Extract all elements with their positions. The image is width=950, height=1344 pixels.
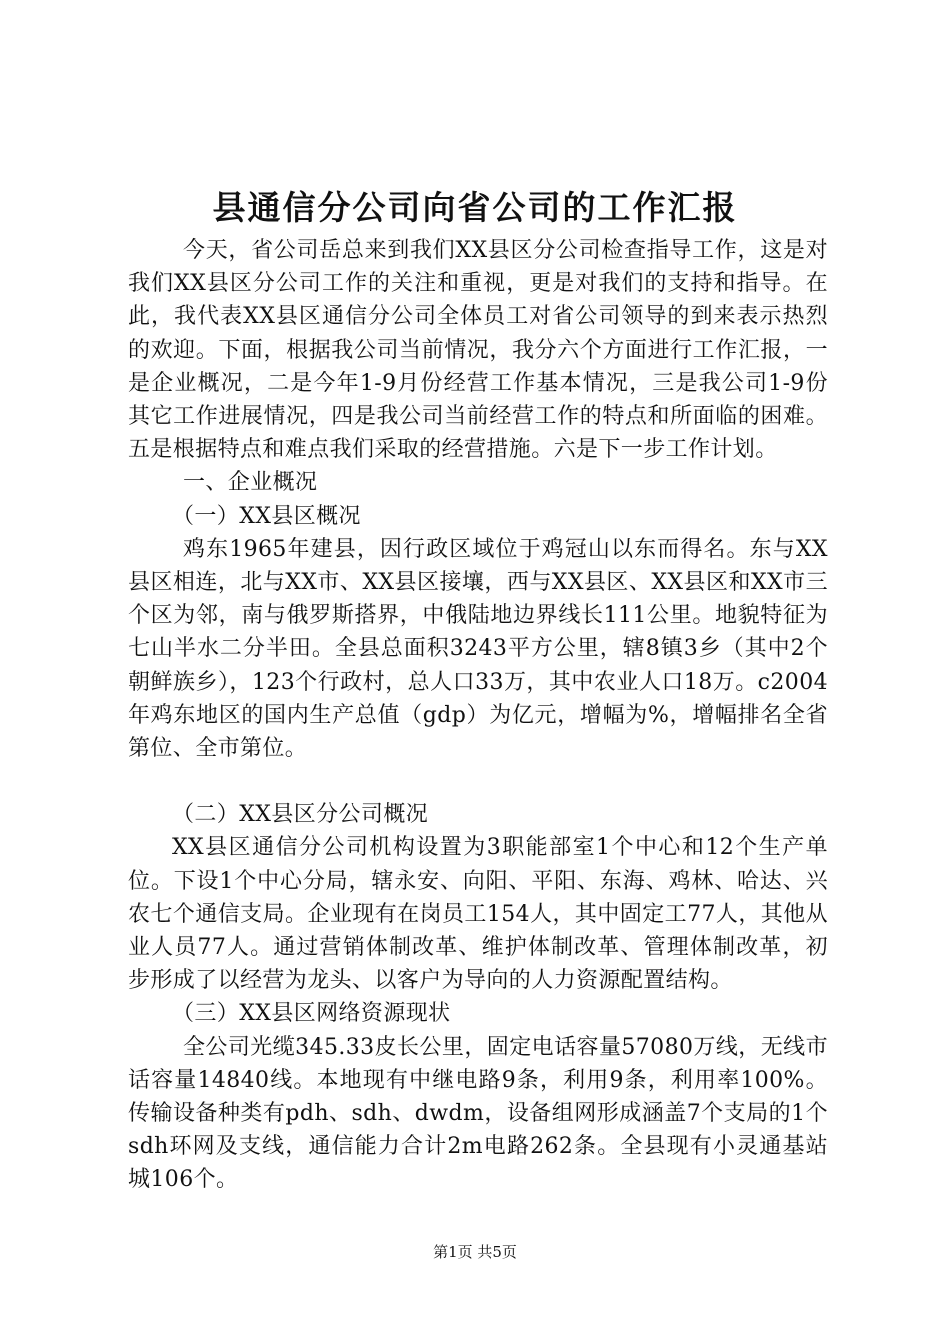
network-status-paragraph: 全公司光缆345.33皮长公里，固定电话容量57080万线，无线市话容量14840线。本地现有中继电路9条，利用9条，利用率100%。传输设备种类有pdh、sdh、dwdm，设备组网形成涵盖7个支局的1个sdh环网及支线，通信能力合计2m电路262条。全县现有小灵通基站城106个。 <box>128 1034 828 1193</box>
document-body <box>128 234 828 1197</box>
branch-overview-paragraph: XX县区通信分公司机构设置为3职能部室1个中心和12个生产单位。下设1个中心分局，辖永安、向阳、平阳、东海、鸡林、哈达、兴农七个通信支局。企业现有在岗员工154人，其中固定工77人，其他从业人员77人。通过营销体制改革、维护体制改革、管理体制改革，初步形成了以经营为龙头、以客户为导向的人力资源配置结构。 <box>128 835 828 994</box>
county-overview-paragraph: 鸡东1965年建县，因行政区域位于鸡冠山以东而得名。东与XX县区相连，北与XX市、XX县区接壤，西与XX县区、XX县区和XX市三个区为邻，南与俄罗斯搭界，中俄陆地边界线长111公里。地貌特征为七山半水二分半田。全县总面积3243平方公里，辖8镇3乡（其中2个朝鲜族乡），123个行政村，总人口33万，其中农业人口18万。c2004年鸡东地区的国内生产总值（gdp）为亿元，增幅为%，增幅排名全省第位、全市第位。 <box>128 536 828 762</box>
subsection-heading-network: （三）XX县区网络资源现状 <box>172 1001 451 1027</box>
page-footer: 第1页 共5页 <box>433 1243 517 1261</box>
document-title: 县通信分公司向省公司的工作汇报 <box>212 188 738 227</box>
blank-line <box>128 765 828 798</box>
subsection-heading-county: （一）XX县区概况 <box>172 503 361 529</box>
intro-paragraph: 今天，省公司岳总来到我们XX县区分公司检查指导工作，这是对我们XX县区分公司工作的关注和重视，更是对我们的支持和指导。在此，我代表XX县区通信分公司全体员工对省公司领导的到来表示热烈的欢迎。下面，根据我公司当前情况，我分六个方面进行工作汇报，一是企业概况，二是今年1-9月份经营工作基本情况，三是我公司1-9份其它工作进展情况，四是我公司当前经营工作的特点和所面临的困难。五是根据特点和难点我们采取的经营措施。六是下一步工作计划。 <box>128 238 828 463</box>
subsection-heading-branch: （二）XX县区分公司概况 <box>172 802 429 828</box>
section-heading-overview: 一、企业概况 <box>183 470 318 496</box>
